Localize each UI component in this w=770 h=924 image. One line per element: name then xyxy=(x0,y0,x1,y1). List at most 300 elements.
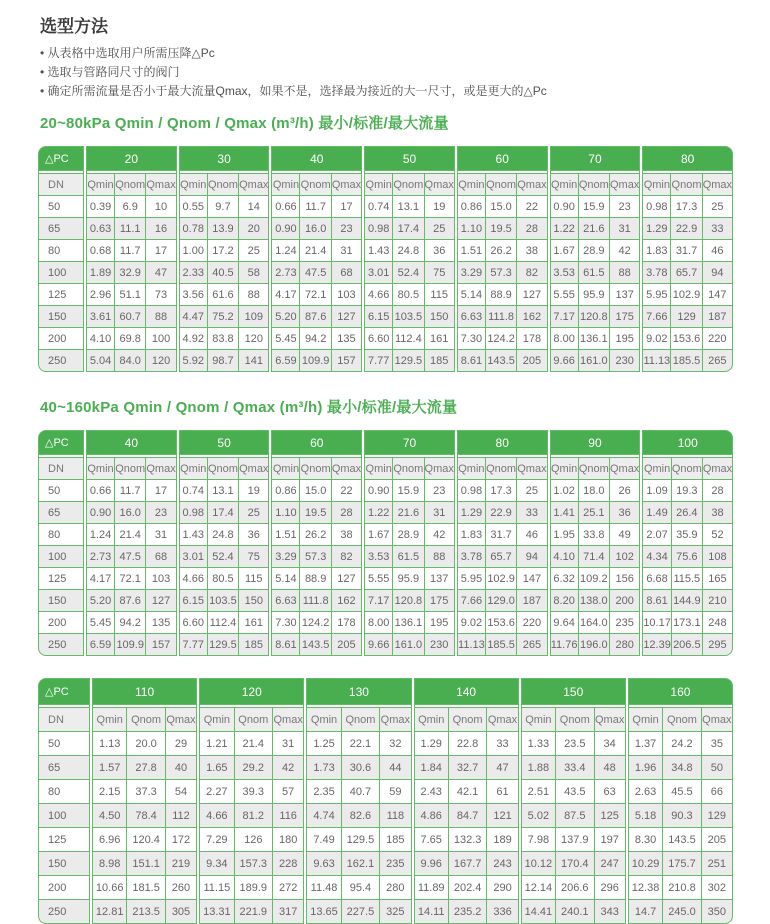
column-header-cell: Qnom xyxy=(235,708,272,731)
value-cell: 127 xyxy=(517,284,546,305)
column-header-cell: Qmin xyxy=(458,458,485,479)
value-cell: 88.9 xyxy=(300,568,330,589)
value-cell: 120.4 xyxy=(127,828,164,851)
value-cell: 17.2 xyxy=(208,240,238,261)
column-header-cell: Qnom xyxy=(300,458,330,479)
value-cell: 43.5 xyxy=(556,780,593,803)
value-cell: 25 xyxy=(239,502,268,523)
column-header-cell: Qmax xyxy=(702,708,732,731)
value-cell: 103.5 xyxy=(393,306,423,327)
value-cell: 1.22 xyxy=(365,502,392,523)
header-gap xyxy=(39,171,83,173)
value-cell: 33 xyxy=(703,218,732,239)
value-cell: 235 xyxy=(380,852,410,875)
value-cell: 11.7 xyxy=(115,240,145,261)
value-cell: 3.56 xyxy=(180,284,207,305)
value-cell: 33.8 xyxy=(579,524,609,545)
value-cell: 13.1 xyxy=(208,480,238,501)
value-cell: 5.18 xyxy=(629,804,662,827)
value-cell: 1.49 xyxy=(643,502,671,523)
value-cell: 129 xyxy=(702,804,732,827)
value-cell: 102 xyxy=(610,546,639,567)
value-cell: 38 xyxy=(517,240,546,261)
dpc-group-block xyxy=(642,430,733,656)
value-cell: 84.0 xyxy=(115,350,145,371)
value-cell: 3.78 xyxy=(643,262,670,283)
value-cell: 144.9 xyxy=(672,590,702,611)
value-cell: 0.74 xyxy=(180,480,207,501)
dn-cell: 250 xyxy=(39,350,83,371)
value-cell: 7.98 xyxy=(522,828,555,851)
value-cell: 0.63 xyxy=(87,218,114,239)
header-gap xyxy=(39,705,89,707)
dn-cell: 50 xyxy=(39,196,83,217)
column-header-cell: Qmax xyxy=(610,458,639,479)
bullet-select-pressure-drop: • 从表格中选取用户所需压降△Pc xyxy=(40,44,770,63)
value-cell: 80.5 xyxy=(208,568,238,589)
value-cell: 220 xyxy=(517,612,546,633)
value-cell: 295 xyxy=(703,634,732,655)
value-cell: 0.90 xyxy=(365,480,392,501)
value-cell: 8.00 xyxy=(551,328,578,349)
value-cell: 23 xyxy=(332,218,361,239)
dn-cell: 150 xyxy=(39,306,83,327)
value-cell: 1.29 xyxy=(643,218,670,239)
value-cell: 235.2 xyxy=(449,900,486,923)
value-cell: 210.8 xyxy=(663,876,700,899)
value-cell: 112 xyxy=(166,804,196,827)
value-cell: 228 xyxy=(273,852,303,875)
value-cell: 34.8 xyxy=(663,756,700,779)
value-cell: 221.9 xyxy=(235,900,272,923)
column-header-cell: Qmin xyxy=(180,458,207,479)
value-cell: 94 xyxy=(703,262,732,283)
value-cell: 1.10 xyxy=(458,218,485,239)
value-cell: 1.21 xyxy=(200,732,233,755)
value-cell: 61.6 xyxy=(208,284,238,305)
value-cell: 251 xyxy=(702,852,732,875)
value-cell: 3.53 xyxy=(365,546,392,567)
bullet-select-valve-size: • 选取与管路同尺寸的阀门 xyxy=(40,63,770,82)
value-cell: 57.3 xyxy=(486,262,516,283)
value-cell: 78.4 xyxy=(127,804,164,827)
dpc-group-block xyxy=(92,678,197,924)
dpc-header-cell: 30 xyxy=(180,147,269,170)
column-header-cell: Qmin xyxy=(629,708,662,731)
value-cell: 325 xyxy=(380,900,410,923)
value-cell: 28 xyxy=(332,502,361,523)
value-cell: 6.59 xyxy=(272,350,299,371)
value-cell: 109 xyxy=(239,306,268,327)
value-cell: 6.15 xyxy=(180,590,207,611)
value-cell: 136.1 xyxy=(393,612,423,633)
value-cell: 40 xyxy=(166,756,196,779)
value-cell: 71.4 xyxy=(579,546,609,567)
dpc-header-cell: 80 xyxy=(643,147,732,170)
header-gap xyxy=(415,705,518,707)
header-gap xyxy=(93,705,196,707)
value-cell: 8.00 xyxy=(365,612,392,633)
header-gap xyxy=(643,455,732,457)
value-cell: 132.3 xyxy=(449,828,486,851)
value-cell: 150 xyxy=(425,306,454,327)
value-cell: 9.66 xyxy=(365,634,392,655)
value-cell: 230 xyxy=(425,634,454,655)
value-cell: 0.66 xyxy=(87,480,114,501)
dpc-header-cell: 150 xyxy=(522,679,625,704)
value-cell: 124.2 xyxy=(486,328,516,349)
value-cell: 11.13 xyxy=(458,634,485,655)
value-cell: 4.17 xyxy=(272,284,299,305)
value-cell: 205 xyxy=(332,634,361,655)
value-cell: 1.29 xyxy=(458,502,485,523)
value-cell: 3.61 xyxy=(87,306,114,327)
value-cell: 185 xyxy=(425,350,454,371)
value-cell: 80.5 xyxy=(393,284,423,305)
dpc-group-block xyxy=(521,678,626,924)
value-cell: 5.92 xyxy=(180,350,207,371)
column-header-cell: Qnom xyxy=(579,174,609,195)
value-cell: 36 xyxy=(610,502,639,523)
value-cell: 164.0 xyxy=(579,612,609,633)
value-cell: 6.60 xyxy=(180,612,207,633)
value-cell: 2.35 xyxy=(307,780,340,803)
value-cell: 88.9 xyxy=(486,284,516,305)
value-cell: 8.30 xyxy=(629,828,662,851)
value-cell: 90.3 xyxy=(663,804,700,827)
column-header-cell: Qmin xyxy=(551,174,578,195)
value-cell: 135 xyxy=(332,328,361,349)
value-cell: 11.89 xyxy=(415,876,448,899)
dpc-header-cell: 90 xyxy=(551,431,640,454)
value-cell: 40.7 xyxy=(342,780,379,803)
dpc-header-cell: 60 xyxy=(272,431,361,454)
value-cell: 195 xyxy=(610,328,639,349)
column-header-cell: Qmax xyxy=(166,708,196,731)
column-header-cell: Qmin xyxy=(522,708,555,731)
value-cell: 3.29 xyxy=(458,262,485,283)
dn-cell: 100 xyxy=(39,262,83,283)
value-cell: 1.89 xyxy=(87,262,114,283)
value-cell: 39.3 xyxy=(235,780,272,803)
value-cell: 18.0 xyxy=(579,480,609,501)
value-cell: 61 xyxy=(487,780,517,803)
value-cell: 1.37 xyxy=(629,732,662,755)
value-cell: 6.96 xyxy=(93,828,126,851)
value-cell: 181.5 xyxy=(127,876,164,899)
value-cell: 22.9 xyxy=(671,218,701,239)
dpc-header-cell: 60 xyxy=(458,147,547,170)
value-cell: 1.22 xyxy=(551,218,578,239)
value-cell: 75.2 xyxy=(208,306,238,327)
value-cell: 1.73 xyxy=(307,756,340,779)
value-cell: 6.32 xyxy=(551,568,578,589)
value-cell: 23 xyxy=(425,480,454,501)
value-cell: 343 xyxy=(595,900,625,923)
value-cell: 161.0 xyxy=(393,634,423,655)
value-cell: 4.66 xyxy=(365,284,392,305)
header-gap xyxy=(87,455,176,457)
value-cell: 8.20 xyxy=(551,590,578,611)
dn-cell: 65 xyxy=(39,756,89,779)
value-cell: 14.11 xyxy=(415,900,448,923)
value-cell: 28.9 xyxy=(579,240,609,261)
value-cell: 151.1 xyxy=(127,852,164,875)
dn-column-block xyxy=(38,678,90,924)
value-cell: 5.55 xyxy=(551,284,578,305)
value-cell: 143.5 xyxy=(300,634,330,655)
value-cell: 9.7 xyxy=(208,196,238,217)
column-header-cell: Qmin xyxy=(643,458,671,479)
value-cell: 17 xyxy=(332,196,361,217)
value-cell: 50 xyxy=(702,756,732,779)
table-title-20-80kpa: 20~80kPa Qmin / Qnom / Qmax (m³/h) 最小/标准/最大流量 xyxy=(40,115,449,132)
value-cell: 5.02 xyxy=(522,804,555,827)
column-header-cell: Qmin xyxy=(458,174,485,195)
value-cell: 247 xyxy=(595,852,625,875)
dpc-corner-cell: △PC xyxy=(39,147,83,170)
value-cell: 115 xyxy=(239,568,268,589)
dn-cell: 80 xyxy=(39,240,83,261)
header-gap xyxy=(551,171,640,173)
value-cell: 205 xyxy=(517,350,546,371)
column-header-cell: Qmin xyxy=(365,174,392,195)
value-cell: 44 xyxy=(380,756,410,779)
dpc-group-block xyxy=(86,146,177,372)
value-cell: 173.1 xyxy=(672,612,702,633)
value-cell: 124.2 xyxy=(300,612,330,633)
value-cell: 135 xyxy=(146,612,175,633)
value-cell: 197 xyxy=(595,828,625,851)
value-cell: 1.51 xyxy=(458,240,485,261)
value-cell: 11.1 xyxy=(115,218,145,239)
flow-table-110-160kpa xyxy=(38,678,733,924)
value-cell: 4.10 xyxy=(551,546,578,567)
value-cell: 185.5 xyxy=(486,634,516,655)
value-cell: 11.13 xyxy=(643,350,670,371)
value-cell: 147 xyxy=(517,568,546,589)
value-cell: 260 xyxy=(166,876,196,899)
value-cell: 25.1 xyxy=(579,502,609,523)
value-cell: 22.9 xyxy=(486,502,516,523)
value-cell: 0.68 xyxy=(87,240,114,261)
value-cell: 178 xyxy=(517,328,546,349)
value-cell: 19 xyxy=(239,480,268,501)
value-cell: 95.4 xyxy=(342,876,379,899)
value-cell: 42 xyxy=(273,756,303,779)
value-cell: 11.7 xyxy=(115,480,145,501)
header-gap xyxy=(272,171,361,173)
header-gap xyxy=(200,705,303,707)
value-cell: 150 xyxy=(239,590,268,611)
value-cell: 30.6 xyxy=(342,756,379,779)
value-cell: 88 xyxy=(146,306,175,327)
value-cell: 38 xyxy=(703,502,732,523)
header-gap xyxy=(307,705,410,707)
value-cell: 26 xyxy=(610,480,639,501)
dpc-header-cell: 100 xyxy=(643,431,732,454)
value-cell: 36 xyxy=(425,240,454,261)
dpc-header-cell: 110 xyxy=(93,679,196,704)
column-header-cell: Qmin xyxy=(415,708,448,731)
value-cell: 230 xyxy=(610,350,639,371)
column-header-cell: Qmax xyxy=(239,174,268,195)
value-cell: 1.25 xyxy=(307,732,340,755)
column-header-cell: Qmax xyxy=(517,174,546,195)
value-cell: 31 xyxy=(332,240,361,261)
value-cell: 115.5 xyxy=(672,568,702,589)
column-header-cell: Qnom xyxy=(663,708,700,731)
value-cell: 180 xyxy=(273,828,303,851)
column-header-cell: Qmax xyxy=(332,458,361,479)
value-cell: 1.24 xyxy=(272,240,299,261)
value-cell: 68 xyxy=(332,262,361,283)
value-cell: 14.7 xyxy=(629,900,662,923)
column-header-cell: Qnom xyxy=(208,174,238,195)
value-cell: 40.5 xyxy=(208,262,238,283)
value-cell: 10.29 xyxy=(629,852,662,875)
value-cell: 7.29 xyxy=(200,828,233,851)
value-cell: 1.24 xyxy=(87,524,114,545)
value-cell: 34 xyxy=(595,732,625,755)
value-cell: 143.5 xyxy=(486,350,516,371)
value-cell: 175.7 xyxy=(663,852,700,875)
value-cell: 161.0 xyxy=(579,350,609,371)
table-title-40-160kpa: 40~160kPa Qmin / Qnom / Qmax (m³/h) 最小/标准/最大流量 xyxy=(40,399,458,416)
value-cell: 2.51 xyxy=(522,780,555,803)
value-cell: 15.9 xyxy=(393,480,423,501)
value-cell: 15.0 xyxy=(486,196,516,217)
value-cell: 111.8 xyxy=(300,590,330,611)
value-cell: 0.86 xyxy=(272,480,299,501)
value-cell: 0.55 xyxy=(180,196,207,217)
value-cell: 57 xyxy=(273,780,303,803)
column-header-cell: Qnom xyxy=(449,708,486,731)
value-cell: 2.63 xyxy=(629,780,662,803)
value-cell: 33.4 xyxy=(556,756,593,779)
value-cell: 46 xyxy=(517,524,546,545)
value-cell: 22.8 xyxy=(449,732,486,755)
header-gap xyxy=(458,171,547,173)
column-header-cell: Qmax xyxy=(703,174,732,195)
column-header-cell: Qnom xyxy=(208,458,238,479)
value-cell: 88 xyxy=(239,284,268,305)
value-cell: 25 xyxy=(425,218,454,239)
value-cell: 1.09 xyxy=(643,480,671,501)
value-cell: 1.83 xyxy=(643,240,670,261)
dpc-group-block xyxy=(364,146,455,372)
value-cell: 32.7 xyxy=(449,756,486,779)
value-cell: 336 xyxy=(487,900,517,923)
column-header-cell: Qmax xyxy=(610,174,639,195)
column-header-cell: Qmax xyxy=(425,458,454,479)
value-cell: 137 xyxy=(610,284,639,305)
value-cell: 31 xyxy=(273,732,303,755)
value-cell: 12.81 xyxy=(93,900,126,923)
dn-cell: 80 xyxy=(39,780,89,803)
value-cell: 1.41 xyxy=(551,502,578,523)
value-cell: 2.27 xyxy=(200,780,233,803)
value-cell: 3.53 xyxy=(551,262,578,283)
value-cell: 14.41 xyxy=(522,900,555,923)
value-cell: 162 xyxy=(517,306,546,327)
value-cell: 61.5 xyxy=(579,262,609,283)
value-cell: 10 xyxy=(146,196,175,217)
value-cell: 65.7 xyxy=(486,546,516,567)
value-cell: 187 xyxy=(703,306,732,327)
value-cell: 189 xyxy=(487,828,517,851)
dn-cell: 125 xyxy=(39,568,83,589)
value-cell: 1.95 xyxy=(551,524,578,545)
value-cell: 185.5 xyxy=(671,350,701,371)
value-cell: 235 xyxy=(610,612,639,633)
dn-cell: 200 xyxy=(39,612,83,633)
value-cell: 147 xyxy=(703,284,732,305)
value-cell: 42.1 xyxy=(449,780,486,803)
value-cell: 9.63 xyxy=(307,852,340,875)
dn-cell: 150 xyxy=(39,852,89,875)
value-cell: 350 xyxy=(702,900,732,923)
value-cell: 19.5 xyxy=(486,218,516,239)
value-cell: 0.98 xyxy=(458,480,485,501)
value-cell: 0.66 xyxy=(272,196,299,217)
value-cell: 8.98 xyxy=(93,852,126,875)
dpc-header-cell: 50 xyxy=(180,431,269,454)
column-header-cell: Qmax xyxy=(239,458,268,479)
value-cell: 63 xyxy=(595,780,625,803)
value-cell: 17.4 xyxy=(393,218,423,239)
value-cell: 17.3 xyxy=(486,480,516,501)
value-cell: 54 xyxy=(166,780,196,803)
value-cell: 6.59 xyxy=(87,634,114,655)
dn-header-cell: DN xyxy=(39,174,83,195)
column-header-cell: Qnom xyxy=(393,174,423,195)
value-cell: 1.33 xyxy=(522,732,555,755)
column-header-cell: Qnom xyxy=(342,708,379,731)
value-cell: 38 xyxy=(332,524,361,545)
value-cell: 75.6 xyxy=(672,546,702,567)
column-header-cell: Qmax xyxy=(273,708,303,731)
value-cell: 4.47 xyxy=(180,306,207,327)
selection-method-bullets xyxy=(40,44,770,101)
value-cell: 240.1 xyxy=(556,900,593,923)
value-cell: 26.4 xyxy=(672,502,702,523)
header-gap xyxy=(458,455,547,457)
dpc-group-block xyxy=(271,430,362,656)
value-cell: 7.17 xyxy=(365,590,392,611)
dn-cell: 200 xyxy=(39,328,83,349)
value-cell: 21.4 xyxy=(235,732,272,755)
value-cell: 95.9 xyxy=(393,568,423,589)
value-cell: 33 xyxy=(517,502,546,523)
value-cell: 5.95 xyxy=(643,284,670,305)
value-cell: 189.9 xyxy=(235,876,272,899)
value-cell: 8.61 xyxy=(458,350,485,371)
value-cell: 187 xyxy=(517,590,546,611)
value-cell: 12.38 xyxy=(629,876,662,899)
value-cell: 6.60 xyxy=(365,328,392,349)
value-cell: 5.45 xyxy=(272,328,299,349)
value-cell: 75 xyxy=(239,546,268,567)
column-header-cell: Qmin xyxy=(643,174,670,195)
value-cell: 167.7 xyxy=(449,852,486,875)
value-cell: 2.73 xyxy=(87,546,114,567)
dn-header-cell: DN xyxy=(39,458,83,479)
value-cell: 46 xyxy=(703,240,732,261)
value-cell: 25 xyxy=(517,480,546,501)
value-cell: 8.61 xyxy=(643,590,671,611)
column-header-cell: Qnom xyxy=(486,174,516,195)
